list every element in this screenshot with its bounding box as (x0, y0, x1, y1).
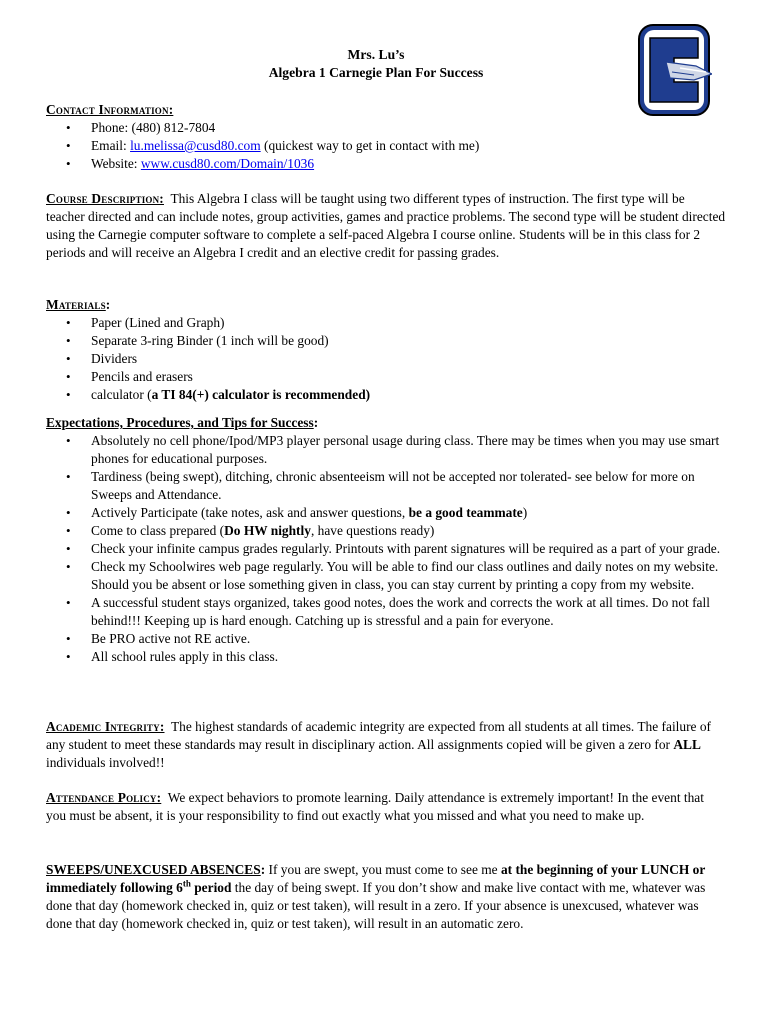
contact-phone: • Phone: (480) 812-7804 (46, 119, 726, 137)
material-item-calculator: • calculator (a TI 84(+) calculator is recommended) (46, 386, 726, 404)
materials-heading: Materials: (46, 297, 111, 312)
contact-website: • Website: www.cusd80.com/Domain/1036 (46, 155, 726, 173)
expectation-item: • Actively Participate (take notes, ask and answer questions, be a good teammate) (46, 504, 726, 522)
plan-title: Algebra 1 Carnegie Plan For Success (268, 65, 484, 80)
contact-email: • Email: lu.melissa@cusd80.com (quickest way to get in contact with me) (46, 137, 726, 155)
expectation-item: • Absolutely no cell phone/Ipod/MP3 player personal usage during class. There may be times when you may use smart phones for educational purposes. (46, 432, 726, 468)
document-title-block (46, 46, 706, 82)
expectation-item: • Check my Schoolwires web page regularly. You will be able to find our class outlines and daily notes on my website. Should you be absent or lose something given in class, you can stay current by printing a copy from my website. (46, 558, 726, 594)
material-item: • Separate 3-ring Binder (1 inch will be good) (46, 332, 726, 350)
expectation-item: • A successful student stays organized, takes good notes, does the work and corrects the work at all times. Do not fall behind!!! Keeping up is hard enough. Catching up is stressful and a pain for everyone. (46, 594, 726, 630)
course-section (46, 190, 726, 262)
integrity-heading: Academic Integrity: (46, 719, 165, 734)
expectation-item: • Be PRO active not RE active. (46, 630, 726, 648)
expectation-item: • Check your infinite campus grades regularly. Printouts with parent signatures will be required as a part of your grade. (46, 540, 726, 558)
integrity-paragraph: Academic Integrity: The highest standards of academic integrity are expected from all students at all times. The failure of any student to meet these standards may result in disciplinary action. All assignments copied will be given a zero for ALL individuals involved!! (46, 719, 711, 770)
expectations-heading: Expectations, Procedures, and Tips for Success: (46, 415, 319, 430)
expectation-item: • All school rules apply in this class. (46, 648, 726, 666)
material-item: • Paper (Lined and Graph) (46, 314, 726, 332)
expectation-item: • Tardiness (being swept), ditching, chronic absenteeism will not be accepted nor tolerated- see below for more on Sweeps and Attendance. (46, 468, 726, 504)
website-link[interactable]: www.cusd80.com/Domain/1036 (140, 156, 315, 171)
attendance-heading: Attendance Policy: (46, 790, 162, 805)
sweeps-heading: SWEEPS/UNEXCUSED ABSENCES (46, 862, 261, 877)
email-link[interactable]: lu.melissa@cusd80.com (130, 138, 261, 153)
attendance-section (46, 789, 726, 825)
contact-heading: Contact Information: (46, 102, 174, 117)
material-item: • Dividers (46, 350, 726, 368)
materials-section (46, 296, 726, 404)
integrity-section (46, 718, 726, 772)
material-item: • Pencils and erasers (46, 368, 726, 386)
sweeps-section (46, 861, 726, 933)
teacher-name: Mrs. Lu’s (347, 47, 405, 62)
expectation-item: • Come to class prepared (Do HW nightly, have questions ready) (46, 522, 726, 540)
sweeps-paragraph: SWEEPS/UNEXCUSED ABSENCES: If you are swept, you must come to see me at the beginning of your LUNCH or immediately following 6th period the day of being swept. If you don’t show and make live contact with me, whatever was done that day (homework checked in, quiz or test taken), will result in a zero. If your absence is unexcused, whatever was done that day (homework checked in, quiz or test taken), will result in an automatic zero. (46, 862, 706, 931)
course-heading: Course Description: (46, 191, 164, 206)
expectations-section (46, 414, 726, 666)
attendance-paragraph: Attendance Policy: We expect behaviors to promote learning. Daily attendance is extremely important! In the event that you must be absent, it is your responsibility to find out exactly what you missed and what you need to make up. (46, 790, 704, 823)
contact-section (46, 101, 726, 173)
course-paragraph: Course Description: This Algebra I class will be taught using two different types of instruction. The first type will be teacher directed and can include notes, group activities, games and practice problems. The second type will be student directed using the Carnegie computer software to complete a self-paced Algebra I course online. Students will be in this class for 2 periods and will receive an Algebra I credit and an elective credit for passing grades. (46, 191, 726, 260)
